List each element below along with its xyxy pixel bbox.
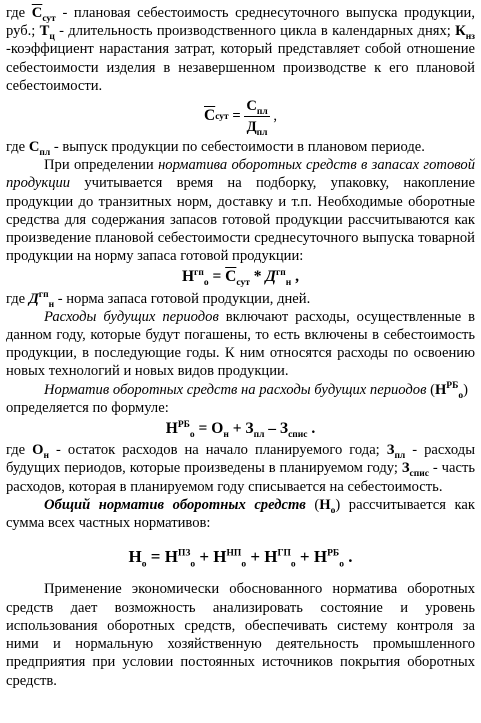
def-text: - часть расходов, которая в планируемом году списывается на себестоимость. bbox=[6, 460, 475, 495]
formula-sub: о bbox=[290, 559, 296, 570]
formula-sub: о bbox=[339, 559, 344, 570]
symbol-subscript: сут bbox=[42, 13, 56, 24]
symbol-o-n: О bbox=[32, 442, 44, 459]
def-text: - остаток расходов на начало планируемого года; bbox=[49, 442, 387, 459]
paragraph-text: рассчитывается как сумма всех частных нормативов: bbox=[6, 496, 475, 532]
symbol-subscript: нз bbox=[465, 32, 475, 43]
formula-term: Н bbox=[264, 547, 278, 567]
formula-sub: н bbox=[285, 278, 292, 289]
formula-op: + bbox=[195, 547, 214, 567]
formula-lhs: С bbox=[204, 107, 216, 125]
formula-sup: ПЗ bbox=[177, 548, 191, 559]
formula-term: Н bbox=[213, 547, 227, 567]
formula-term: Н bbox=[313, 547, 328, 567]
def-prefix: где bbox=[6, 139, 29, 156]
formula-op: + bbox=[246, 547, 265, 567]
formula-lhs: Н bbox=[181, 268, 195, 286]
formula-op: + bbox=[228, 420, 246, 438]
formula-sub: о bbox=[189, 430, 195, 441]
symbol-c-pl: С bbox=[28, 139, 40, 156]
formula-tail: . bbox=[343, 547, 353, 567]
paragraph-text: включают расходы, осуществленные в данном году, которые будут погашены, то есть включены в себестоимость продукции, в последующие годы. К ним относятся расходы по освоению новых технологий и новых видов продукции. bbox=[6, 308, 476, 380]
symbol-subscript: н bbox=[43, 451, 49, 462]
paren-open: ( bbox=[426, 381, 435, 398]
def-text: - расходы будущих периодов, которые произведены в планируемом году; bbox=[6, 442, 475, 477]
def-text: - плановая себестоимость среднесуточного выпуска продукции, руб.; bbox=[6, 5, 476, 40]
symbol-superscript: гп bbox=[38, 289, 49, 300]
formula-eq: = bbox=[228, 108, 245, 125]
fraction-denominator: Д bbox=[246, 119, 257, 136]
symbol-z-spis: З bbox=[401, 460, 410, 477]
formula-sup: НП bbox=[226, 548, 242, 559]
formula-eq: = bbox=[194, 420, 212, 438]
def-text: - длительность производственного цикла в календарных днях; bbox=[54, 23, 456, 40]
paren-open: ( bbox=[305, 496, 320, 513]
formula-tail: . bbox=[307, 420, 316, 438]
def-text: - выпуск продукции по себестоимости в плановом периоде. bbox=[50, 139, 425, 156]
paragraph-text: Применение экономически обоснованного норматива оборотных средств дает возможность анализировать состояние и уровень использования оборотных средств, обеспечивать систему контроля за ними и нормальную хозяйственную деятельность промышленного предприятия при условии постоянных источников покрытия оборотных средств. bbox=[6, 581, 475, 689]
formula-fraction bbox=[244, 97, 269, 136]
definition-csut bbox=[6, 4, 475, 95]
formula-term: З bbox=[245, 420, 254, 438]
paren-close: ) bbox=[335, 496, 341, 513]
formula-sub: н bbox=[223, 430, 229, 441]
def-prefix: где bbox=[6, 442, 33, 459]
formula-csut: С сут = $\frac{С_{пл}}{Д_{пл}}$ , bbox=[204, 98, 277, 138]
formula-sup: гп bbox=[194, 268, 204, 279]
symbol-d-n: Д bbox=[28, 290, 39, 307]
formula-lhs: Н bbox=[165, 420, 178, 438]
symbol-n-o-rb: Н bbox=[434, 381, 447, 398]
symbol-subscript: спис bbox=[409, 469, 429, 480]
formula-op: + bbox=[295, 547, 314, 567]
formula-sub: о bbox=[203, 278, 209, 289]
formula-finished-goods bbox=[6, 268, 475, 289]
formula-tail: , bbox=[291, 268, 300, 286]
definition-on bbox=[6, 441, 475, 496]
paragraph-text: определяется по формуле: bbox=[6, 399, 169, 416]
def-prefix: где bbox=[6, 290, 29, 307]
symbol-subscript: н bbox=[48, 299, 55, 310]
symbol-z-pl: З bbox=[386, 442, 395, 459]
formula-lhs: Н bbox=[128, 547, 142, 567]
symbol-subscript: о bbox=[458, 390, 464, 401]
paragraph-italic: Расходы будущих периодов bbox=[44, 308, 219, 325]
formula-sup: гп bbox=[275, 268, 286, 279]
fraction-numerator: С bbox=[246, 98, 257, 115]
formula-sup: ГП bbox=[277, 548, 291, 559]
paragraph-italic: Общий норматив оборотных средств bbox=[44, 496, 306, 513]
formula-sub: сут bbox=[236, 278, 250, 289]
paragraph-text: учитывается время на подборку, упаковку, накопление продукции до транзитных норм, доставку и т.п. Необходимые оборотные средства для содержания запасов готовой продукции рассчитываются как произведение плановой себестоимости среднесуточного выпуска товарной продукции на норму запаса готовой продукции: bbox=[6, 175, 475, 265]
paragraph-final bbox=[6, 580, 475, 689]
formula-sub: пл bbox=[253, 430, 265, 441]
paragraph-total-norm bbox=[6, 496, 475, 532]
paragraph-deferred-expenses bbox=[6, 308, 475, 381]
definition-dn bbox=[6, 290, 475, 308]
formula-tail: , bbox=[269, 108, 277, 125]
symbol-k-nz: К bbox=[455, 23, 466, 40]
paren-close: ) bbox=[463, 381, 469, 398]
symbol-superscript: РБ bbox=[446, 380, 459, 391]
paragraph-deferred-norm bbox=[6, 381, 475, 417]
formula-deferred bbox=[6, 419, 475, 441]
formula-total bbox=[6, 547, 475, 570]
formula-eq: = bbox=[208, 268, 226, 286]
formula-term: О bbox=[211, 420, 224, 438]
paragraph-finished-goods bbox=[6, 156, 475, 265]
def-text: -коэффициент нарастания затрат, который представляет собой отношение себестоимости изделия в незавершенном производстве к его плановой себестоимости. bbox=[6, 41, 475, 94]
formula-sub: о bbox=[190, 559, 196, 570]
formula-sub: спис bbox=[288, 430, 308, 441]
formula-sub: пл bbox=[256, 127, 268, 138]
symbol-subscript: о bbox=[330, 505, 336, 516]
def-text: - норма запаса готовой продукции, дней. bbox=[54, 290, 311, 307]
def-prefix: где bbox=[6, 5, 32, 21]
formula-sub: пл bbox=[256, 106, 268, 117]
symbol-subscript: пл bbox=[39, 147, 51, 158]
symbol-subscript: пл bbox=[394, 451, 406, 462]
formula-sup: РБ bbox=[327, 548, 340, 559]
symbol-c-sut: С bbox=[31, 5, 43, 21]
symbol-t-c: Т bbox=[39, 23, 50, 40]
formula-sup: РБ bbox=[177, 419, 190, 430]
formula-term: З bbox=[279, 420, 289, 438]
formula-sub: о bbox=[241, 559, 247, 570]
definition-cpl bbox=[6, 138, 475, 156]
formula-term: С bbox=[225, 268, 237, 286]
symbol-subscript: ц bbox=[49, 32, 55, 43]
paragraph-italic: Норматив оборотных средств на расходы будущих периодов bbox=[44, 381, 427, 398]
paragraph-text: При определении bbox=[44, 157, 159, 174]
paragraph-italic: норматива оборотных средств в запасах готовой продукции bbox=[6, 157, 475, 192]
formula-term: Н bbox=[164, 547, 178, 567]
symbol-n-o: Н bbox=[319, 496, 331, 513]
formula-sub: о bbox=[141, 559, 147, 570]
formula-term: Д bbox=[265, 268, 276, 286]
formula-op: * bbox=[249, 268, 266, 286]
formula-op: – bbox=[264, 420, 280, 438]
formula-eq: = bbox=[146, 547, 165, 567]
